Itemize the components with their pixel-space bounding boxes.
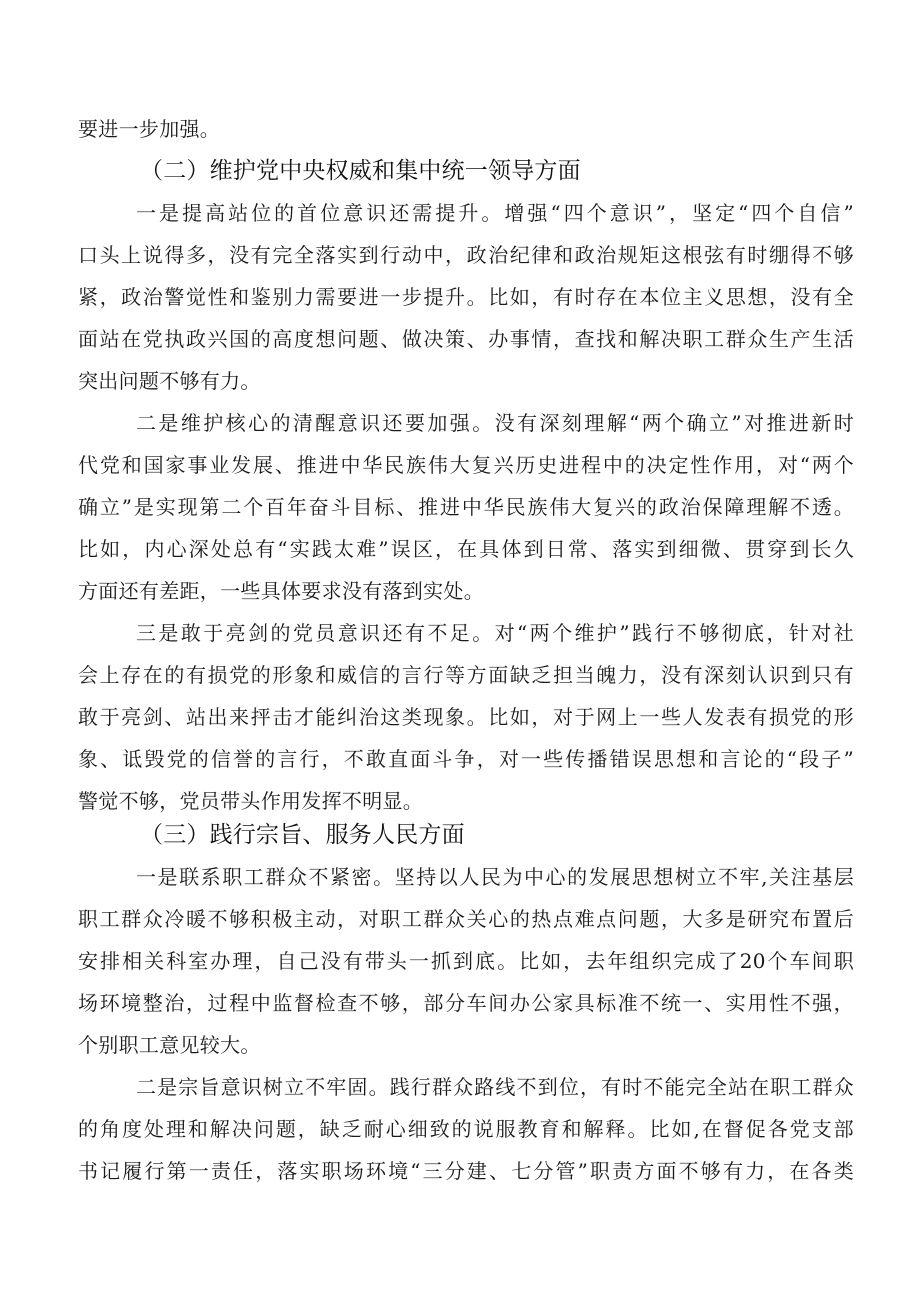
section3-p1-line: 职工群众冷暖不够积极主动，对职工群众关心的热点难点问题，大多是研究布置后 <box>78 907 854 931</box>
section2-p2-line: 方面还有差距，一些具体要求没有落到实处。 <box>78 579 484 603</box>
section2-p3-line: 敢于亮剑、站出来抨击才能纠治这类现象。比如，对于网上一些人发表有损党的形 <box>78 705 854 729</box>
section2-p3-line: 会上存在的有损党的形象和威信的言行等方面缺乏担当魄力，没有深刻认识到只有 <box>78 663 854 687</box>
section2-heading: （二）维护党中央权威和集中统一领导方面 <box>140 158 581 184</box>
section2-p1-line: 口头上说得多，没有完全落实到行动中，政治纪律和政治规矩这根弦有时绷得不够 <box>78 243 854 267</box>
section2-p1-line: 突出问题不够有力。 <box>78 369 261 393</box>
section3-p2-line: 的角度处理和解决问题，缺乏耐心细致的说服教育和解释。比如,在督促各党支部 <box>78 1117 854 1141</box>
section3-p2-line: 书记履行第一责任，落实职场环境“三分建、七分管”职责方面不够有力，在各类 <box>78 1159 854 1183</box>
section2-p3-line: 警觉不够，党员带头作用发挥不明显。 <box>78 789 424 813</box>
intro-tail: 要进一步加强。 <box>78 117 221 141</box>
section2-p2-line: 代党和国家事业发展、推进中华民族伟大复兴历史进程中的决定性作用，对“两个 <box>78 453 854 477</box>
section2-p1-line: 紧，政治警觉性和鉴别力需要进一步提升。比如，有时存在本位主义思想，没有全 <box>78 285 854 309</box>
section2-p3-line: 三是敢于亮剑的党员意识还有不足。对“两个维护”践行不够彻底，针对社 <box>136 621 854 645</box>
section3-p2-line: 二是宗旨意识树立不牢固。践行群众路线不到位，有时不能完全站在职工群众 <box>136 1075 854 1099</box>
section3-heading: （三）践行宗旨、服务人民方面 <box>140 822 465 848</box>
section3-p1-line: 安排相关科室办理，自己没有带头一抓到底。比如，去年组织完成了20个车间职 <box>78 949 854 973</box>
section2-p2-line: 比如，内心深处总有“实践太难”误区，在具体到日常、落实到细微、贯穿到长久 <box>78 537 854 561</box>
section2-p1-line: 面站在党执政兴国的高度想问题、做决策、办事情，查找和解决职工群众生产生活 <box>78 327 854 351</box>
section3-p1-line: 个别职工意见较大。 <box>78 1033 261 1057</box>
section2-p3-line: 象、诋毁党的信誉的言行，不敢直面斗争，对一些传播错误思想和言论的“段子” <box>78 747 854 771</box>
section3-p1-line: 一是联系职工群众不紧密。坚持以人民为中心的发展思想树立不牢,关注基层 <box>136 865 854 889</box>
section2-p1-line: 一是提高站位的首位意识还需提升。增强“四个意识”，坚定“四个自信” <box>136 201 854 225</box>
section3-p1-line: 场环境整治，过程中监督检查不够，部分车间办公家具标准不统一、实用性不强， <box>78 991 854 1015</box>
section2-p2-line: 二是维护核心的清醒意识还要加强。没有深刻理解“两个确立”对推进新时 <box>136 411 854 435</box>
section2-p2-line: 确立”是实现第二个百年奋斗目标、推进中华民族伟大复兴的政治保障理解不透。 <box>78 495 854 519</box>
